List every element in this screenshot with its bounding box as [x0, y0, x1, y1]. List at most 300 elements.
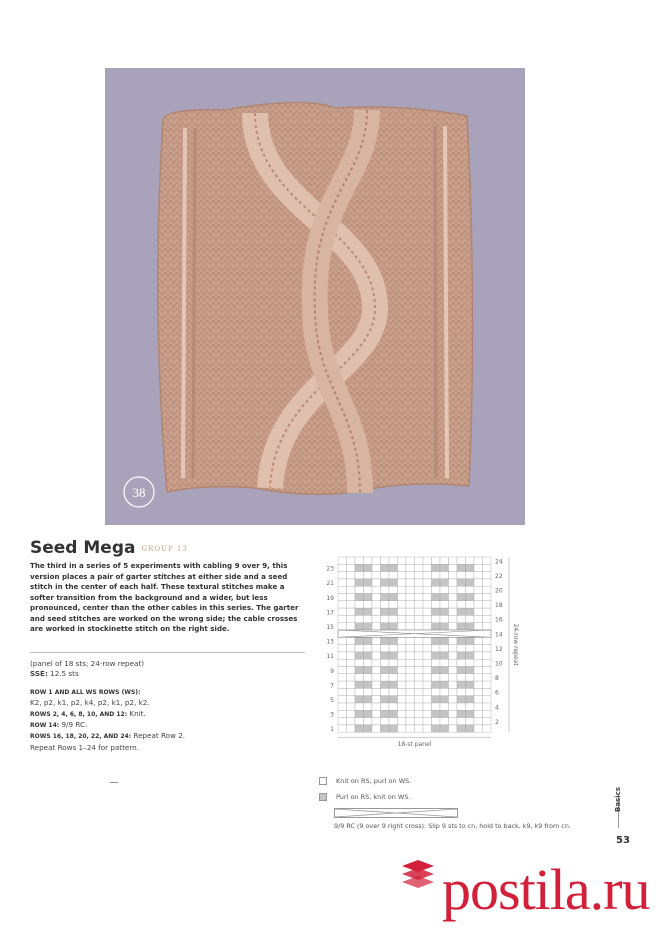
- chart-cell: [449, 645, 458, 652]
- chart-cell: [364, 601, 373, 608]
- chart-cell: [432, 615, 441, 622]
- chart-cell: [406, 652, 415, 659]
- pattern-title-row: [30, 538, 188, 558]
- chart-cell: [449, 718, 458, 725]
- chart-cell: [466, 586, 475, 593]
- chart-cell: [372, 579, 381, 586]
- chart-cell: [432, 601, 441, 608]
- chart-row-label-left: 9: [330, 667, 334, 675]
- rows2-text: Knit.: [129, 708, 146, 718]
- chart-cell: [423, 586, 432, 593]
- chart-row-label-right: 20: [495, 587, 503, 595]
- chart-cell: [415, 688, 424, 695]
- chart-cell: [381, 623, 390, 630]
- chart-cell: [483, 579, 492, 586]
- chart-row-label-right: 12: [495, 645, 503, 653]
- chart-cell: [406, 572, 415, 579]
- chart-cell: [466, 681, 475, 688]
- chart-cell: [423, 594, 432, 601]
- chart-cell: [432, 652, 441, 659]
- row14-heading: ROW 14:: [30, 722, 60, 730]
- chart-cell: [415, 703, 424, 710]
- chart-cell: [338, 579, 347, 586]
- chart-cell: [432, 637, 441, 644]
- chart-cell: [372, 652, 381, 659]
- chart-cell: [449, 637, 458, 644]
- chart-cell: [398, 674, 407, 681]
- chart-cell: [347, 615, 356, 622]
- chart-cell: [381, 718, 390, 725]
- chart-cell: [372, 572, 381, 579]
- chart-cell: [389, 725, 398, 732]
- chart-cell: [423, 637, 432, 644]
- chart-cell: [449, 659, 458, 666]
- chart-cell: [415, 637, 424, 644]
- chart-cell: [364, 652, 373, 659]
- chart-cell: [355, 623, 364, 630]
- chart-row-label-right: 22: [495, 572, 503, 580]
- chart-cell: [457, 674, 466, 681]
- chart-cell: [364, 667, 373, 674]
- chart-cell: [364, 718, 373, 725]
- chart-cell: [338, 667, 347, 674]
- chart-cell: [347, 652, 356, 659]
- chart-row-label-left: 15: [326, 624, 334, 631]
- chart-cell: [389, 637, 398, 644]
- swatch-number: 38: [132, 485, 146, 500]
- chart-cell: [372, 564, 381, 571]
- chart-cell: [432, 623, 441, 630]
- chart-cell: [466, 623, 475, 630]
- chart-cell: [457, 710, 466, 717]
- chart-cell: [338, 725, 347, 732]
- chart-row-label-left: 21: [326, 580, 334, 588]
- chart-cell: [449, 688, 458, 695]
- chart-cell: [398, 608, 407, 615]
- chart-cell: [474, 652, 483, 659]
- chart-cell: [347, 725, 356, 732]
- knit-swatch-icon: [319, 777, 327, 785]
- chart-cell: [483, 674, 492, 681]
- chart-cell: [483, 623, 492, 630]
- chart-cell: [423, 725, 432, 732]
- chart-cell: [415, 659, 424, 666]
- chart-cell: [449, 725, 458, 732]
- chart-cell: [474, 586, 483, 593]
- chart-cell: [381, 645, 390, 652]
- chart-cell: [381, 667, 390, 674]
- chart-cell: [347, 659, 356, 666]
- chart-cell: [449, 703, 458, 710]
- chart-cell: [457, 579, 466, 586]
- chart-cell: [338, 586, 347, 593]
- chart-cell: [440, 688, 449, 695]
- rows16-heading: ROWS 16, 18, 20, 22, AND 24:: [30, 733, 132, 741]
- chart-cell: [381, 652, 390, 659]
- chart-cell: [415, 623, 424, 630]
- chart-cell: [347, 703, 356, 710]
- chart-cell: [415, 725, 424, 732]
- chart-cell: [466, 652, 475, 659]
- chart-cell: [338, 564, 347, 571]
- chart-cell: [423, 608, 432, 615]
- chart-cell: [389, 615, 398, 622]
- chart-cell: [398, 710, 407, 717]
- chart-cell: [457, 688, 466, 695]
- chart-cell: [389, 659, 398, 666]
- chart-cell: [415, 674, 424, 681]
- chart-cell: [338, 681, 347, 688]
- chart-cell: [398, 623, 407, 630]
- chart-cell: [347, 718, 356, 725]
- chart-cell: [355, 637, 364, 644]
- chart-cell: [449, 696, 458, 703]
- chart-cell: [466, 659, 475, 666]
- chart-cell: [415, 696, 424, 703]
- chart-cell: [364, 681, 373, 688]
- chart-cell: [381, 615, 390, 622]
- chart-cell: [381, 594, 390, 601]
- chart-row-label-left: 17: [326, 609, 334, 617]
- chart-cell: [355, 681, 364, 688]
- chart-cell: [389, 681, 398, 688]
- chart-cell: [381, 586, 390, 593]
- chart-cell: [381, 572, 390, 579]
- chart-cell: [389, 557, 398, 564]
- chart-cell: [347, 667, 356, 674]
- legend-cable-label: 9/9 RC (9 over 9 right cross): Slip 9 sts to cn, hold to back, k9, k9 from cn.: [334, 822, 571, 830]
- chart-cell: [440, 623, 449, 630]
- row1-text: K2, p2, k1, p2, k4, p2, k1, p2, k2.: [30, 698, 150, 708]
- chart-row-label-right: 2: [495, 718, 499, 726]
- divider: [30, 652, 305, 653]
- chart-cell: [415, 608, 424, 615]
- chart-cell: [474, 681, 483, 688]
- chart-cell: [398, 696, 407, 703]
- chart-cell: [457, 652, 466, 659]
- chart-cell: [457, 601, 466, 608]
- chart-cell: [432, 594, 441, 601]
- chart-cell: [389, 703, 398, 710]
- chart-cell: [466, 645, 475, 652]
- chart-cell: [457, 594, 466, 601]
- chart-cell: [406, 637, 415, 644]
- chart-cell: [483, 688, 492, 695]
- chart-cell: [466, 579, 475, 586]
- chart-cell: [415, 586, 424, 593]
- chart-cell: [364, 586, 373, 593]
- chart-cell: [406, 725, 415, 732]
- chart-cell: [474, 667, 483, 674]
- chart-row-label-right: 24: [495, 558, 503, 566]
- chart-cell: [355, 579, 364, 586]
- chart-cell: [449, 674, 458, 681]
- chart-row-label-right: 16: [495, 616, 503, 624]
- chart-cell: [423, 572, 432, 579]
- chart-cell: [372, 586, 381, 593]
- chart-cell: [474, 710, 483, 717]
- chart-cell: [449, 623, 458, 630]
- chart-cell: [432, 725, 441, 732]
- chart-cell: [449, 652, 458, 659]
- chart-cell: [415, 572, 424, 579]
- chart-row-label-right: 18: [495, 602, 503, 610]
- chart-cell: [474, 725, 483, 732]
- chart-cell: [381, 637, 390, 644]
- chart-cell: [440, 703, 449, 710]
- chart-cell: [338, 572, 347, 579]
- chart-row-label-right: 8: [495, 675, 499, 683]
- chart-cell: [347, 594, 356, 601]
- chart-cell: [466, 572, 475, 579]
- chart-cell: [423, 703, 432, 710]
- chart-cell: [415, 645, 424, 652]
- chart-cell: [338, 601, 347, 608]
- chart-cell: [355, 586, 364, 593]
- chart-cell: [440, 637, 449, 644]
- chart-cell: [381, 608, 390, 615]
- chart-cell: [372, 637, 381, 644]
- chart-cell: [449, 667, 458, 674]
- chart-cell: [372, 615, 381, 622]
- chart-cell: [466, 594, 475, 601]
- chart-cell: [432, 564, 441, 571]
- chart-cell: [449, 579, 458, 586]
- stitch-chart: [318, 552, 518, 766]
- chart-cell: [406, 608, 415, 615]
- chart-cell: [483, 594, 492, 601]
- chart-row-label-left: 7: [330, 682, 334, 690]
- chart-cell: [415, 564, 424, 571]
- chart-cell: [483, 710, 492, 717]
- chart-cell: [355, 608, 364, 615]
- chart-cell: [364, 696, 373, 703]
- chart-cell: [432, 557, 441, 564]
- divider-mark: [110, 782, 118, 783]
- chart-cell: [381, 696, 390, 703]
- chart-cell: [423, 601, 432, 608]
- chart-cell: [372, 696, 381, 703]
- chart-cell: [398, 594, 407, 601]
- chart-cell: [423, 718, 432, 725]
- chart-cell: [483, 703, 492, 710]
- chart-cell: [372, 710, 381, 717]
- chart-cell: [474, 608, 483, 615]
- chart-cell: [415, 615, 424, 622]
- chart-cell: [364, 564, 373, 571]
- chart-cell: [415, 681, 424, 688]
- swatch-photo: [105, 68, 525, 525]
- chart-cell: [364, 637, 373, 644]
- chart-cell: [338, 557, 347, 564]
- chart-cell: [449, 681, 458, 688]
- chart-cell: [415, 594, 424, 601]
- chart-row-label-left: 1: [330, 726, 334, 734]
- chart-cell: [347, 572, 356, 579]
- chart-cell: [474, 564, 483, 571]
- chart-cell: [389, 623, 398, 630]
- chart-cell: [398, 601, 407, 608]
- chart-cell: [440, 564, 449, 571]
- chart-cell: [483, 637, 492, 644]
- watermark-text: postila.ru: [442, 857, 650, 922]
- chart-bottom-label: 18-st panel: [397, 741, 432, 749]
- chart-cell: [423, 615, 432, 622]
- chart-cell: [364, 623, 373, 630]
- sse-value: 12.5 sts: [50, 669, 79, 679]
- chart-cell: [440, 667, 449, 674]
- chart-cell: [440, 594, 449, 601]
- chart-cell: [338, 674, 347, 681]
- chart-cell: [457, 564, 466, 571]
- chart-cell: [364, 688, 373, 695]
- chart-cell: [355, 615, 364, 622]
- chart-cell: [466, 725, 475, 732]
- chart-cell: [355, 652, 364, 659]
- chart-cell: [364, 710, 373, 717]
- chart-cell: [372, 645, 381, 652]
- chart-cell: [474, 703, 483, 710]
- chart-cell: [338, 615, 347, 622]
- chart-cell: [483, 696, 492, 703]
- chart-cell: [372, 667, 381, 674]
- chart-cell: [389, 718, 398, 725]
- chart-cell: [372, 594, 381, 601]
- chart-cell: [338, 696, 347, 703]
- chart-cell: [381, 710, 390, 717]
- chart-cell: [406, 557, 415, 564]
- chart-cell: [415, 710, 424, 717]
- chart-cell: [483, 667, 492, 674]
- purl-swatch-icon: [319, 793, 327, 801]
- chart-cell: [440, 557, 449, 564]
- chart-cell: [347, 586, 356, 593]
- chart-cell: [449, 572, 458, 579]
- chart-cell: [440, 710, 449, 717]
- chart-cell: [483, 659, 492, 666]
- chart-cell: [355, 710, 364, 717]
- chart-cell: [381, 557, 390, 564]
- chart-cell: [432, 579, 441, 586]
- chart-cell: [457, 659, 466, 666]
- cable-symbol-icon: [334, 808, 458, 818]
- chart-cell: [432, 674, 441, 681]
- chart-cell: [406, 594, 415, 601]
- chart-cell: [423, 681, 432, 688]
- chart-cell: [372, 688, 381, 695]
- chart-cell: [474, 615, 483, 622]
- chart-cell: [372, 681, 381, 688]
- chart-cell: [338, 652, 347, 659]
- chart-cell: [432, 572, 441, 579]
- chart-cell: [389, 645, 398, 652]
- chart-cell: [466, 601, 475, 608]
- chart-cell: [389, 652, 398, 659]
- chart-cell: [466, 557, 475, 564]
- chart-cell: [474, 659, 483, 666]
- chart-cell: [449, 710, 458, 717]
- chart-cell: [398, 681, 407, 688]
- chart-row-label-left: 13: [326, 638, 334, 646]
- chart-cell: [449, 594, 458, 601]
- chart-cell: [483, 608, 492, 615]
- chart-cell: [432, 681, 441, 688]
- chart-cell: [372, 718, 381, 725]
- chart-cell: [364, 608, 373, 615]
- chart-cell: [364, 703, 373, 710]
- chart-cell: [372, 725, 381, 732]
- chart-cell: [338, 710, 347, 717]
- chart-cell: [432, 608, 441, 615]
- chart-cell: [449, 586, 458, 593]
- chart-cell: [381, 564, 390, 571]
- chart-cell: [423, 710, 432, 717]
- chart-cell: [440, 601, 449, 608]
- chart-cell: [406, 586, 415, 593]
- chart-cell: [389, 586, 398, 593]
- chart-cell: [355, 557, 364, 564]
- chart-cell: [474, 557, 483, 564]
- chart-cell: [406, 696, 415, 703]
- chart-cell: [364, 594, 373, 601]
- panel-note: (panel of 18 sts; 24-row repeat): [30, 659, 145, 668]
- chart-cell: [406, 710, 415, 717]
- chart-cell: [432, 696, 441, 703]
- row1-heading: ROW 1 AND ALL WS ROWS (WS):: [30, 688, 141, 696]
- chart-cell: [389, 608, 398, 615]
- chart-cell: [440, 586, 449, 593]
- chart-cell: [406, 659, 415, 666]
- rows16-text: Repeat Row 2.: [133, 731, 186, 741]
- chart-cell: [406, 718, 415, 725]
- chart-cell: [440, 674, 449, 681]
- group-label: GROUP 13: [141, 545, 188, 553]
- legend: [319, 773, 411, 805]
- chart-cell: [449, 564, 458, 571]
- chart-cell: [466, 703, 475, 710]
- chart-cell: [355, 718, 364, 725]
- chart-cell: [381, 579, 390, 586]
- chart-cell: [432, 718, 441, 725]
- chart-cell: [389, 710, 398, 717]
- chart-cell: [432, 645, 441, 652]
- chart-cell: [338, 623, 347, 630]
- chart-cell: [457, 696, 466, 703]
- chart-cell: [338, 637, 347, 644]
- chart-cell: [398, 572, 407, 579]
- chart-cell: [483, 564, 492, 571]
- chart-cell: [389, 564, 398, 571]
- chart-cell: [483, 725, 492, 732]
- chart-cell: [389, 688, 398, 695]
- pattern-notes: [30, 659, 300, 753]
- rows2-heading: ROWS 2, 4, 6, 8, 10, AND 12:: [30, 710, 128, 718]
- chart-cell: [355, 688, 364, 695]
- chart-cell: [474, 645, 483, 652]
- chart-cell: [457, 645, 466, 652]
- chart-cell: [355, 601, 364, 608]
- chart-cell: [483, 718, 492, 725]
- repeat-text: Repeat Rows 1–24 for pattern.: [30, 742, 140, 752]
- chart-cell: [372, 601, 381, 608]
- chart-cell: [355, 564, 364, 571]
- chart-cell: [389, 601, 398, 608]
- chart-cell: [440, 615, 449, 622]
- page-number: 53: [616, 835, 630, 846]
- chart-cell: [389, 594, 398, 601]
- chart-cell: [423, 652, 432, 659]
- chart-row-label-left: 5: [330, 697, 334, 704]
